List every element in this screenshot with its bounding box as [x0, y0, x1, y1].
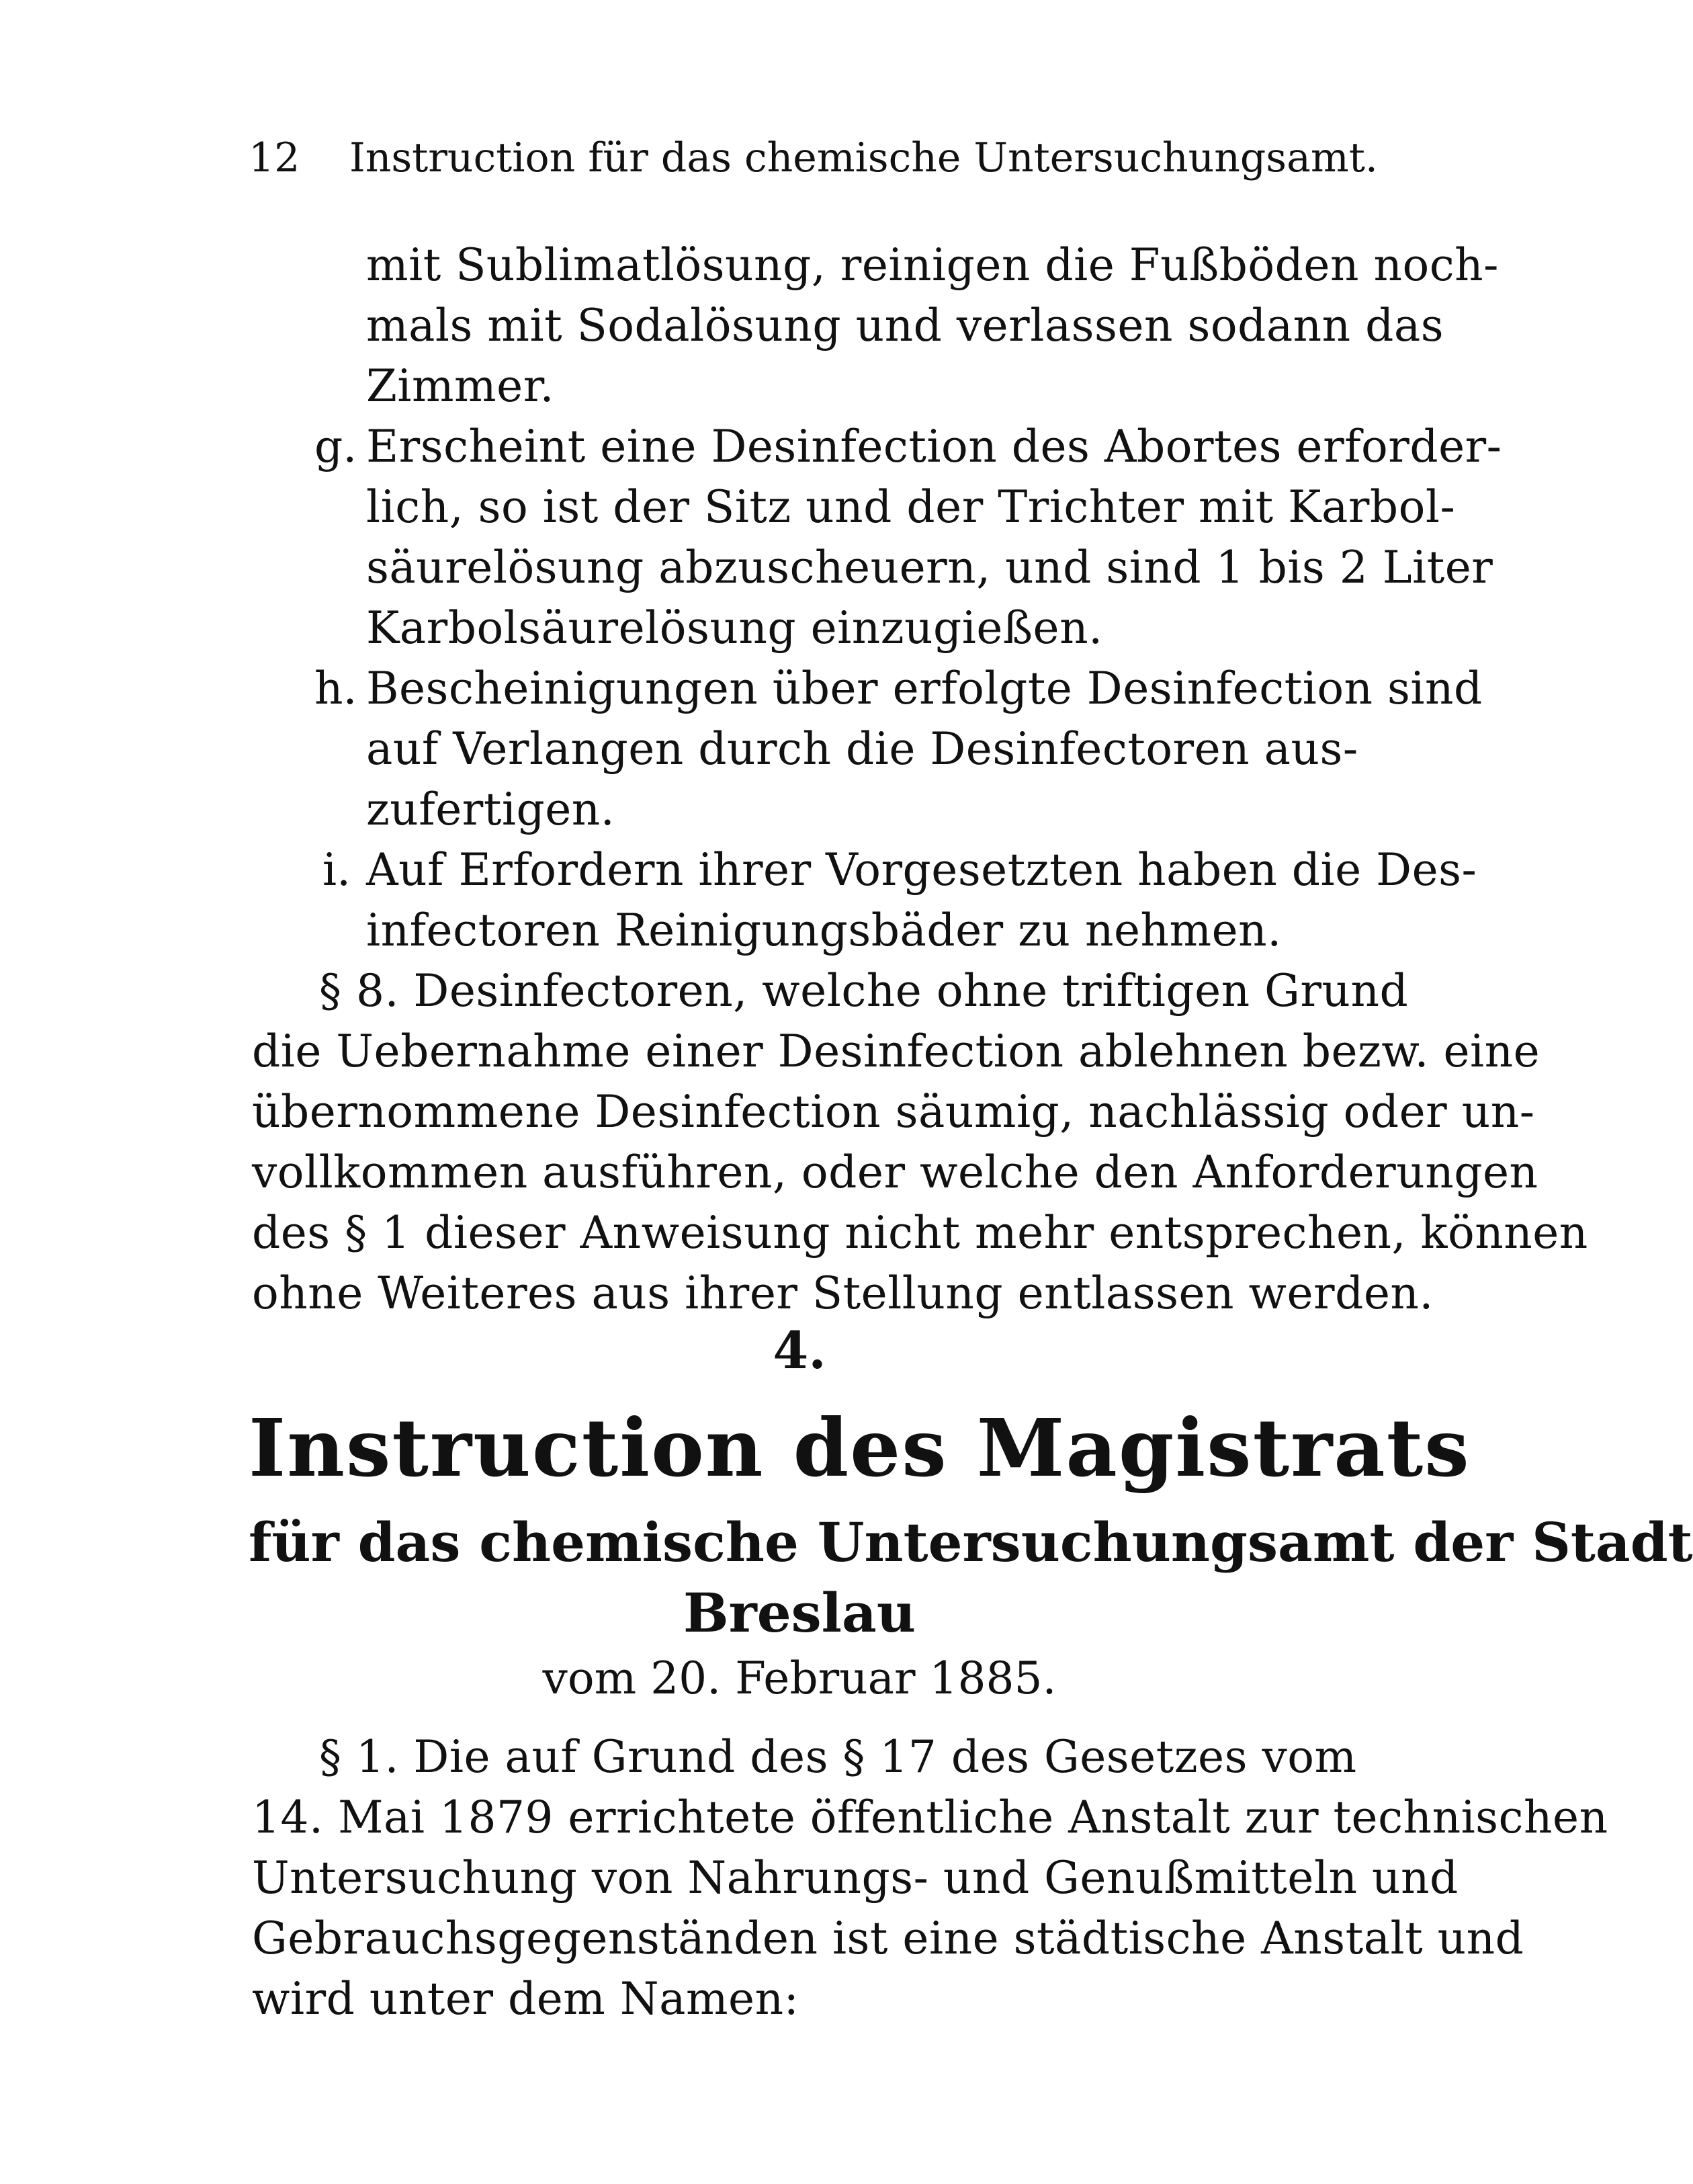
para1-line-1: § 1. Die auf Grund des § 17 des Gesetzes vom — [319, 1731, 1357, 1783]
running-header — [249, 128, 1378, 188]
item-g-line-3: säurelösung abzuscheuern, und sind 1 bis 2 Liter — [366, 542, 1493, 593]
running-title: Instruction für das chemische Untersuchungsamt. — [349, 134, 1378, 181]
item-i-line-2: infectoren Reinigungsbäder zu nehmen. — [366, 905, 1282, 956]
page-number: 12 — [249, 134, 300, 181]
para1-line-4: Gebrauchsgegenständen ist eine städtische Anstalt und — [252, 1913, 1524, 1964]
item-g-line-1: Erscheint eine Desinfection des Abortes erforder- — [366, 421, 1502, 472]
item-label-h: h. — [314, 663, 357, 714]
para1-line-2: 14. Mai 1879 errichtete öffentliche Anstalt zur technischen — [252, 1792, 1608, 1843]
para8-line-2: die Uebernahme einer Desinfection ablehnen bezw. eine — [252, 1025, 1540, 1077]
para1-line-5: wird unter dem Namen: — [252, 1973, 799, 2025]
item-h-line-3: zufertigen. — [366, 784, 615, 835]
continuation-line-1: mit Sublimatlösung, reinigen die Fußböden noch- — [366, 239, 1499, 291]
section-number: 4. — [773, 1320, 826, 1380]
item-h-line-2: auf Verlangen durch die Desinfectoren aus- — [366, 723, 1358, 775]
para8-line-6: ohne Weiteres aus ihrer Stellung entlassen werden. — [252, 1267, 1434, 1319]
item-h-line-1: Bescheinigungen über erfolgte Desinfection sind — [366, 663, 1483, 714]
para8-line-5: des § 1 dieser Anweisung nicht mehr entsprechen, können — [252, 1207, 1588, 1259]
section-subtitle-line-2: Breslau — [683, 1581, 916, 1644]
para1-line-3: Untersuchung von Nahrungs- und Genußmitteln und — [252, 1852, 1459, 1904]
section-subtitle-line-1: für das chemische Untersuchungsamt der Stadt — [249, 1511, 1693, 1574]
para8-line-3: übernommene Desinfection säumig, nachlässig oder un- — [252, 1086, 1535, 1138]
continuation-line-2: mals mit Sodalösung und verlassen sodann das — [366, 300, 1444, 351]
section-title: Instruction des Magistrats — [249, 1401, 1471, 1495]
item-label-g: g. — [314, 421, 357, 472]
continuation-line-3: Zimmer. — [366, 360, 554, 412]
para8-line-4: vollkommen ausführen, oder welche den Anforderungen — [252, 1146, 1538, 1198]
section-date: vom 20. Februar 1885. — [542, 1652, 1057, 1704]
item-g-line-4: Karbolsäurelösung einzugießen. — [366, 602, 1103, 654]
item-g-line-2: lich, so ist der Sitz und der Trichter mit Karbol- — [366, 481, 1456, 533]
para8-line-1: § 8. Desinfectoren, welche ohne triftigen Grund — [319, 965, 1409, 1017]
item-label-i: i. — [322, 844, 351, 896]
item-i-line-1: Auf Erfordern ihrer Vorgesetzten haben die Des- — [366, 844, 1477, 896]
